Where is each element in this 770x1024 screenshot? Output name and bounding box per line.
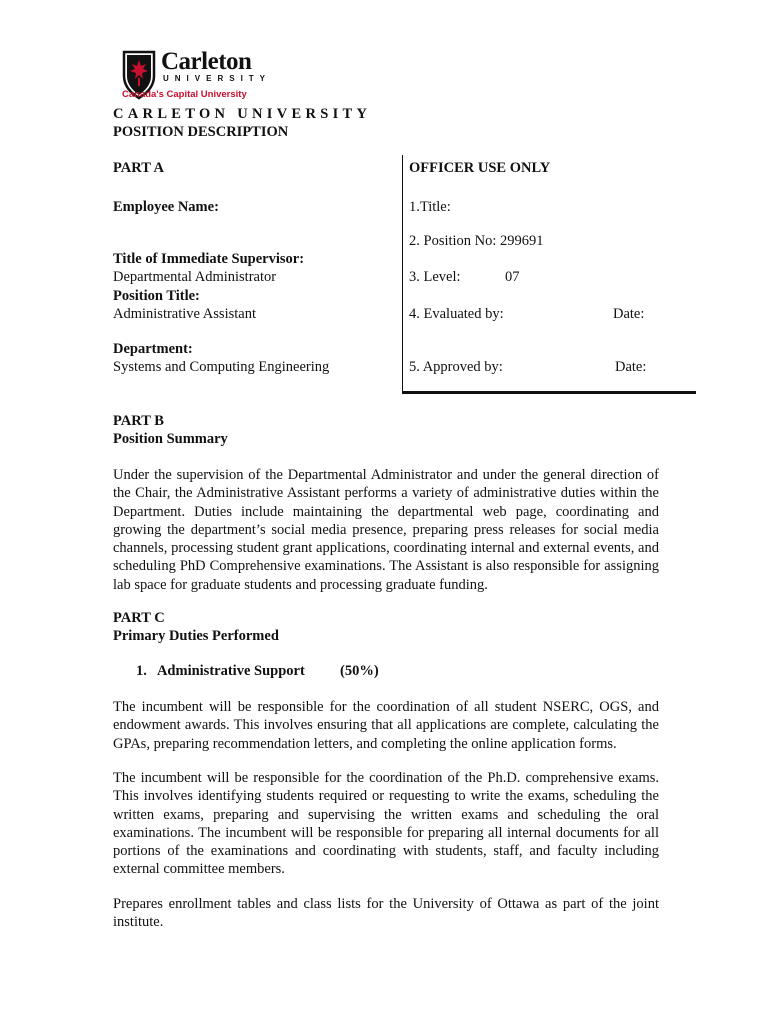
document-title: POSITION DESCRIPTION	[113, 124, 289, 140]
duty-paragraph-1: The incumbent will be responsible for the coordination of all student NSERC, OGS, and endowment awards. This involves ensuring that all applications are complete, calculating the GPAs, preparing recommendation letters, and completing the online application forms.	[113, 699, 659, 752]
position-summary-text: Under the supervision of the Departmental Administrator and under the general direction of the Chair, the Administrative Assistant performs a variety of administrative duties within the Department. Duties include maintaining the departmental web page, coordinating and growing the department’s social media presence, preparing press releases for social media channels, processing student grant applications, coordinating internal and external events, and scheduling PhD Comprehensive examinations. The Assistant is also responsible for assigning lab space for graduate students and processing graduate funding.	[113, 467, 659, 593]
evaluated-by: 4. Evaluated by:	[409, 306, 504, 322]
position-summary-heading: Position Summary	[113, 431, 228, 447]
university-heading: CARLETON UNIVERSITY	[113, 106, 372, 122]
position-title-label: Position Title:	[113, 288, 200, 304]
evaluated-date: Date:	[613, 306, 645, 322]
duty-paragraph-2: The incumbent will be responsible for the coordination of the Ph.D. comprehensive exams. This involves identifying students required or requesting to write the exams, scheduling the written exams, preparing and supervising the written exams and scheduling the oral examinations. The incumbent will be responsible for preparing all internal documents for all portions of the examinations and coordinating with students, staff, and faculty including external committee members.	[113, 770, 659, 878]
logo-subtitle: UNIVERSITY	[163, 74, 272, 83]
officer-bottom-rule	[402, 391, 696, 394]
department-label: Department:	[113, 341, 193, 357]
part-b-heading: PART B	[113, 413, 164, 429]
duty-paragraph-3: Prepares enrollment tables and class lists for the University of Ottawa as part of the joint institute.	[113, 896, 659, 931]
approved-by: 5. Approved by:	[409, 359, 503, 375]
position-number: 2. Position No: 299691	[409, 233, 544, 249]
duty-1-percent: (50%)	[340, 663, 379, 679]
part-c-heading: PART C	[113, 610, 165, 626]
logo-tagline: Canada's Capital University	[122, 89, 247, 100]
primary-duties-heading: Primary Duties Performed	[113, 628, 279, 644]
officer-heading: OFFICER USE ONLY	[409, 160, 551, 176]
department-value: Systems and Computing Engineering	[113, 359, 330, 375]
officer-title: 1.Title:	[409, 199, 451, 215]
logo-name: Carleton	[161, 48, 252, 75]
employee-name-label: Employee Name:	[113, 199, 219, 215]
part-a-heading: PART A	[113, 160, 164, 176]
duty-1-title: 1. Administrative Support	[136, 663, 305, 679]
level-value: 07	[505, 269, 520, 285]
position-title-value: Administrative Assistant	[113, 306, 256, 322]
supervisor-value: Departmental Administrator	[113, 269, 277, 285]
column-divider	[402, 155, 403, 392]
level-label: 3. Level:	[409, 269, 461, 285]
approved-date: Date:	[615, 359, 647, 375]
supervisor-label: Title of Immediate Supervisor:	[113, 251, 305, 267]
